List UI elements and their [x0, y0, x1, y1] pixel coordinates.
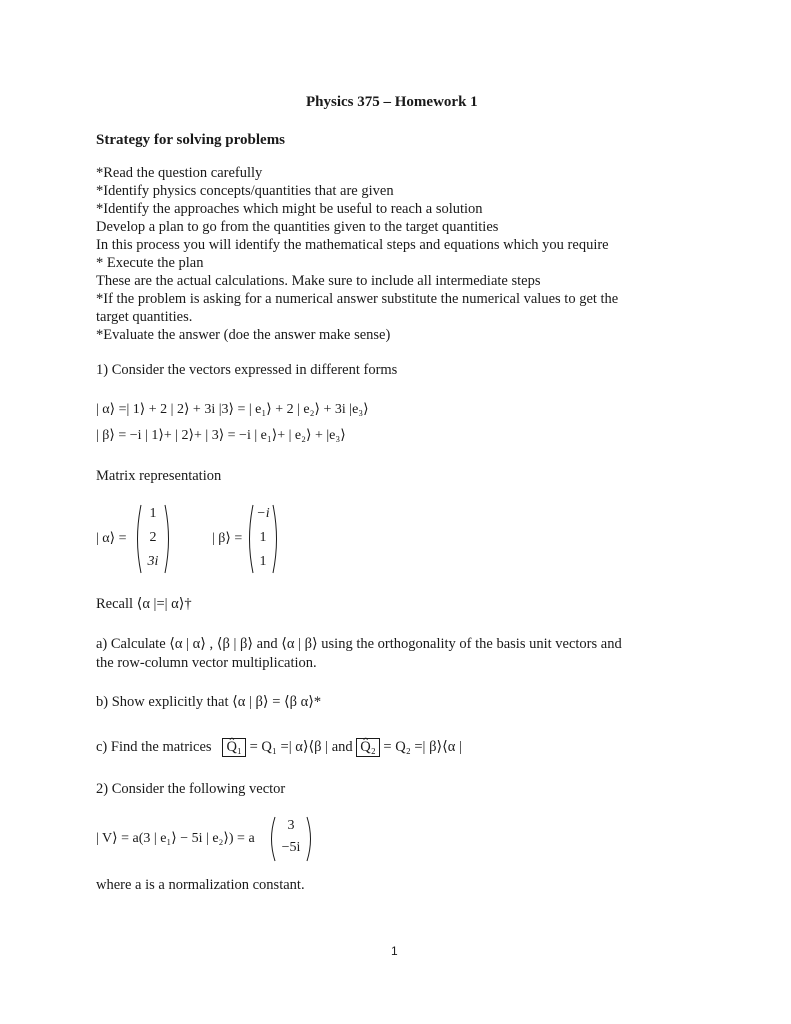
problem2-equation: | V⟩ = a(3 | e₁⟩ − 5i | e₂⟩) = a — [96, 831, 255, 846]
alpha-entry-2: 2 — [149, 530, 157, 545]
strategy-line-5: In this process you will identify the mathematical steps and equations which you require — [96, 237, 609, 253]
beta-entry-3: 1 — [259, 554, 267, 569]
q1-operator: Q̂₁ — [226, 739, 242, 755]
equation-alpha: | α⟩ =| 1⟩ + 2 | 2⟩ + 3i |3⟩ = | e₁⟩ + 2 | e₂⟩ + 3i |e₃⟩ — [96, 402, 369, 417]
matrix-label: Matrix representation — [96, 468, 222, 484]
strategy-line-7: These are the actual calculations. Make sure to include all intermediate steps — [96, 273, 541, 289]
strategy-line-10: *Evaluate the answer (doe the answer make sense) — [96, 327, 391, 343]
strategy-line-4: Develop a plan to go from the quantities given to the target quantities — [96, 219, 499, 235]
strategy-line-2: *Identify physics concepts/quantities that are given — [96, 183, 394, 199]
q1-operator-bracket — [222, 738, 246, 757]
equation-beta: | β⟩ = −i | 1⟩+ | 2⟩+ | 3⟩ = −i | e₁⟩+ | e₂⟩ + |e₃⟩ — [96, 428, 346, 443]
q2-operator-bracket — [356, 738, 380, 757]
q2-operator: Q̂₂ — [360, 739, 376, 755]
beta-column-vector — [246, 503, 280, 575]
v-entry-2: −5i — [281, 840, 301, 855]
alpha-ket-label: | α⟩ = — [96, 531, 127, 546]
alpha-entry-3: 3i — [147, 554, 159, 569]
alpha-entry-1: 1 — [149, 506, 157, 521]
part-a: a) Calculate ⟨α | α⟩ , ⟨β | β⟩ and ⟨α | β⟩ using the orthogonality of the basis unit vectors and — [96, 636, 622, 652]
normalization-note: where a is a normalization constant. — [96, 877, 305, 893]
part-c — [96, 738, 462, 757]
page-number: 1 — [391, 944, 398, 958]
strategy-line-3: *Identify the approaches which might be useful to reach a solution — [96, 201, 483, 217]
part-c-q1-definition: = Q₁ =| α⟩⟨β | — [249, 739, 329, 755]
part-b: b) Show explicitly that ⟨α | β⟩ = ⟨β α⟩* — [96, 694, 322, 710]
beta-entry-1: −i — [256, 506, 270, 521]
beta-entry-2: 1 — [259, 530, 267, 545]
recall-line: Recall ⟨α |=| α⟩† — [96, 596, 192, 612]
part-c-prefix: c) Find the matrices — [96, 739, 212, 755]
strategy-line-9: target quantities. — [96, 309, 193, 325]
beta-ket-label: | β⟩ = — [212, 531, 243, 546]
strategy-heading: Strategy for solving problems — [96, 132, 286, 148]
v-entry-1: 3 — [287, 818, 295, 833]
strategy-line-1: *Read the question carefully — [96, 165, 263, 181]
strategy-line-6: * Execute the plan — [96, 255, 204, 271]
part-c-q2-definition: = Q₂ =| β⟩⟨α | — [383, 739, 462, 755]
page-title: Physics 375 – Homework 1 — [306, 94, 478, 110]
problem1-intro: 1) Consider the vectors expressed in different forms — [96, 362, 398, 378]
v-column-vector — [268, 815, 314, 863]
part-c-and: and — [331, 739, 353, 755]
alpha-column-vector — [134, 503, 172, 575]
problem2-intro: 2) Consider the following vector — [96, 781, 286, 797]
part-a-continued: the row-column vector multiplication. — [96, 655, 317, 671]
strategy-line-8: *If the problem is asking for a numerical answer substitute the numerical values to get the — [96, 291, 619, 307]
